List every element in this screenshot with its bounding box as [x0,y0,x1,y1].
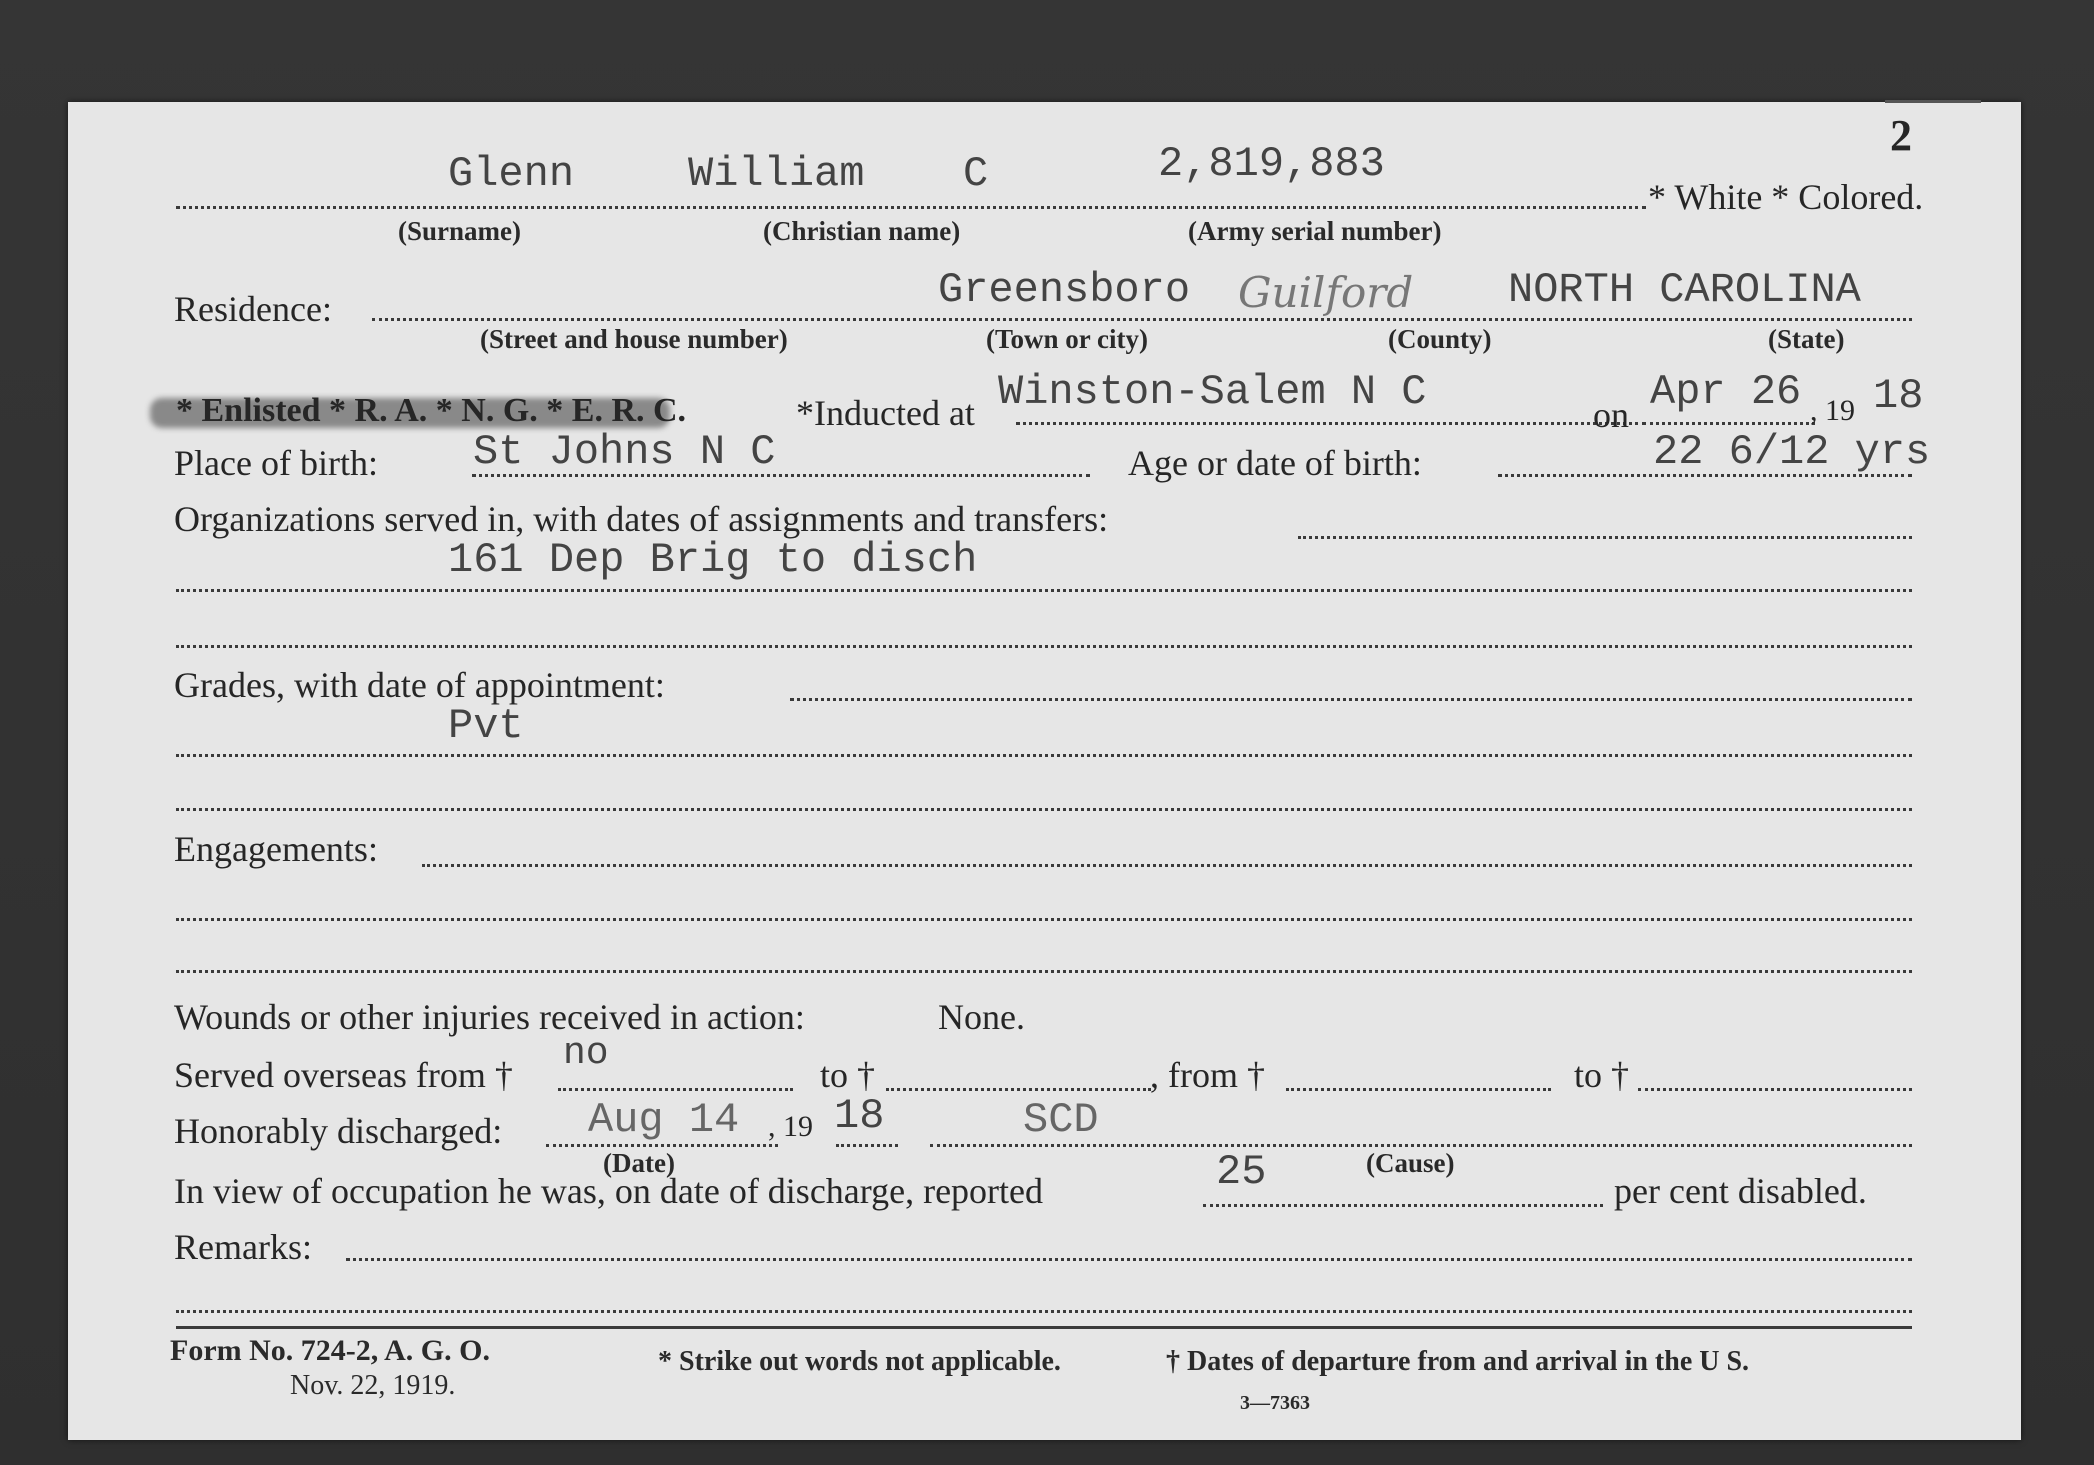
overseas-to2-line [1638,1088,1912,1091]
footer-rule [176,1326,1912,1329]
age-line [1498,474,1912,477]
race-options: * White * Colored. [1648,177,1924,217]
age-value: 22 6/12 yrs [1653,428,1931,476]
discharge-date-value: Aug 14 [588,1096,740,1144]
overseas-label: Served overseas from † [174,1055,513,1095]
serial-number-value: 2,819,883 [1158,140,1385,188]
engagements-line-3 [176,970,1912,973]
grades-line-3 [176,808,1912,811]
state-caption: (State) [1768,324,1845,354]
enlisted-options: * Enlisted * R. A. * N. G. * E. R. C. [176,392,687,429]
wounds-value: None. [938,997,1025,1037]
overseas-from-line [558,1088,793,1091]
induction-year-prefix: , 19 [1810,394,1855,427]
discharge-date-caption: (Date) [603,1148,675,1178]
discharge-cause-line [930,1144,1912,1147]
town-caption: (Town or city) [986,324,1148,354]
organizations-value: 161 Dep Brig to disch [448,536,978,584]
serial-number-caption: (Army serial number) [1188,216,1442,246]
dates-note: † Dates of departure from and arrival in the U S. [1166,1346,1750,1377]
service-record-card [68,102,2021,1440]
place-of-birth-value: St Johns N C [473,428,776,476]
inducted-at-value: Winston-Salem N C [998,368,1427,416]
discharge-year-line [836,1144,898,1147]
disability-value: 25 [1216,1148,1267,1196]
card-number: 2 [1890,111,1912,160]
disability-suffix: per cent disabled. [1614,1171,1867,1211]
corner-rule [1885,100,1981,103]
overseas-from-value: no [563,1032,609,1075]
discharge-cause-caption: (Cause) [1366,1148,1455,1178]
form-number: Form No. 724-2, A. G. O. [170,1334,490,1367]
discharge-date-line [546,1144,778,1147]
surname-value: Glenn [448,150,575,198]
inducted-label: *Inducted at [796,393,975,433]
overseas-to2-label: to † [1574,1055,1630,1095]
overseas-to-line [886,1088,1151,1091]
on-label: on [1593,395,1629,435]
overseas-from2-line [1286,1088,1551,1091]
overseas-to-label: to † [820,1055,876,1095]
induction-date-line [1650,422,1815,425]
age-label: Age or date of birth: [1128,443,1422,483]
inducted-line [1016,422,1646,425]
place-of-birth-label: Place of birth: [174,443,378,483]
engagements-line-1 [422,864,1912,867]
organizations-line-1 [1298,536,1912,539]
disability-line [1203,1204,1603,1207]
form-date: Nov. 22, 1919. [290,1370,456,1401]
remarks-line-1 [346,1258,1912,1261]
grades-line-1 [790,698,1912,701]
residence-town-value: Greensboro [938,266,1191,314]
residence-county-value: Guilford [1238,268,1414,317]
residence-state-value: NORTH CAROLINA [1508,266,1861,314]
organizations-label: Organizations served in, with dates of assignments and transfers: [174,499,1109,539]
induction-date-value: Apr 26 [1650,368,1802,416]
residence-label: Residence: [174,289,332,329]
christian-name-value: William [688,150,865,198]
grades-label: Grades, with date of appointment: [174,665,665,705]
middle-initial-value: C [963,150,989,198]
induction-year-value: 18 [1873,372,1924,420]
grades-value: Pvt [448,702,524,750]
residence-line [372,318,1912,321]
county-caption: (County) [1388,324,1492,354]
remarks-label: Remarks: [174,1227,312,1267]
surname-caption: (Surname) [398,216,521,246]
strike-out-note: * Strike out words not applicable. [658,1346,1061,1377]
place-of-birth-line [472,474,1090,477]
print-code: 3—7363 [1240,1392,1310,1414]
wounds-label: Wounds or other injuries received in action: [174,997,805,1037]
organizations-line-3 [176,645,1912,648]
remarks-line-2 [176,1310,1912,1313]
discharge-cause-value: SCD [1023,1096,1099,1144]
disability-label: In view of occupation he was, on date of discharge, reported [174,1171,1044,1211]
discharged-label: Honorably discharged: [174,1111,503,1151]
discharge-year-value: 18 [834,1092,885,1140]
christian-name-caption: (Christian name) [763,216,961,246]
overseas-from2-label: , from † [1150,1055,1265,1095]
engagements-line-2 [176,918,1912,921]
name-line [176,206,1646,209]
discharge-year-prefix: , 19 [768,1110,813,1143]
grades-line-2 [176,754,1912,757]
street-caption: (Street and house number) [480,324,788,354]
engagements-label: Engagements: [174,829,378,869]
organizations-line-2 [176,589,1912,592]
